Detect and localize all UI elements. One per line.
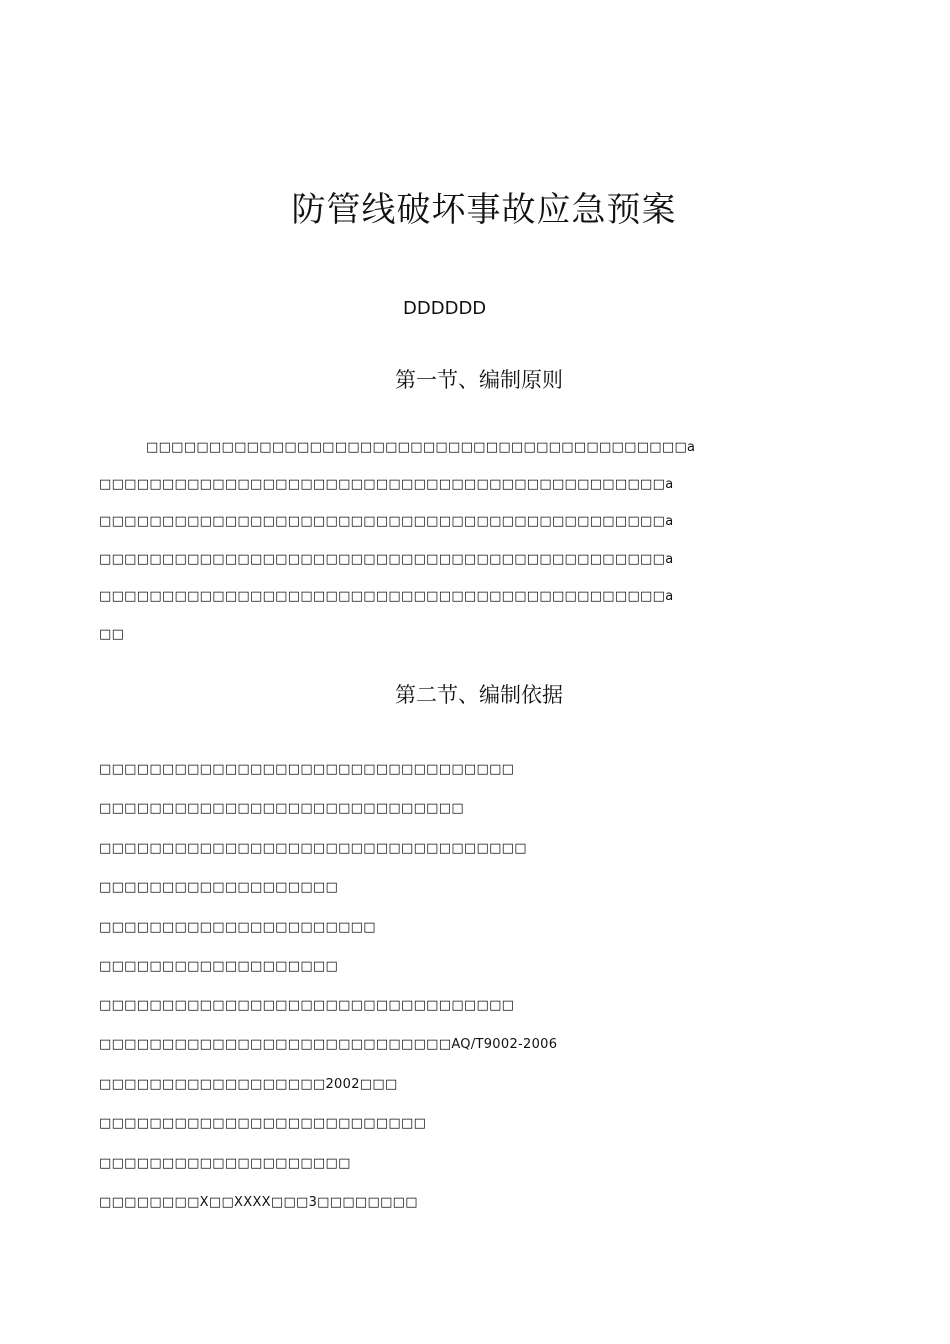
list-item: □□□□□□□□□□□□□□□□□□□□□□□□□□□□□□□□□ xyxy=(99,998,515,1013)
list-item: □□□□□□□□□□□□□□□□□□□□□□□□□□□□□ xyxy=(99,801,464,816)
paragraph-line: □□ xyxy=(99,627,125,642)
paragraph-line: □□□□□□□□□□□□□□□□□□□□□□□□□□□□□□□□□□□□□□□□□□□□□a xyxy=(99,477,674,492)
list-item: □□□□□□□□□□□□□□□□□□□ xyxy=(99,880,339,895)
list-item: □□□□□□□□□□□□□□□□□□□□□□□□□□□□AQ/T9002-2006 xyxy=(99,1037,558,1052)
list-item: □□□□□□□□□□□□□□□□□□□□□□□□□□□□□□□□□□ xyxy=(99,841,527,856)
section-heading: 第一节、编制原则 xyxy=(395,368,563,392)
paragraph-line: □□□□□□□□□□□□□□□□□□□□□□□□□□□□□□□□□□□□□□□□□□□□□a xyxy=(99,514,674,529)
list-item: □□□□□□□□□□□□□□□□□□2002□□□ xyxy=(99,1077,398,1092)
list-item: □□□□□□□□□□□□□□□□□□□□□□□□□□ xyxy=(99,1116,427,1131)
paragraph-line: □□□□□□□□□□□□□□□□□□□□□□□□□□□□□□□□□□□□□□□□□□□a xyxy=(146,440,696,455)
list-item: □□□□□□□□X□□XXXX□□□3□□□□□□□□ xyxy=(99,1195,418,1210)
list-item: □□□□□□□□□□□□□□□□□□□□□□ xyxy=(99,920,376,935)
list-item: □□□□□□□□□□□□□□□□□□□ xyxy=(99,959,339,974)
paragraph-line: □□□□□□□□□□□□□□□□□□□□□□□□□□□□□□□□□□□□□□□□□□□□□a xyxy=(99,552,674,567)
document-subtitle: DDDDDD xyxy=(403,298,487,319)
list-item: □□□□□□□□□□□□□□□□□□□□□□□□□□□□□□□□□ xyxy=(99,762,515,777)
list-item: □□□□□□□□□□□□□□□□□□□□ xyxy=(99,1156,351,1171)
section-heading: 第二节、编制依据 xyxy=(395,683,563,707)
document-title: 防管线破坏事故应急预案 xyxy=(291,190,677,230)
paragraph-line: □□□□□□□□□□□□□□□□□□□□□□□□□□□□□□□□□□□□□□□□□□□□□a xyxy=(99,589,674,604)
